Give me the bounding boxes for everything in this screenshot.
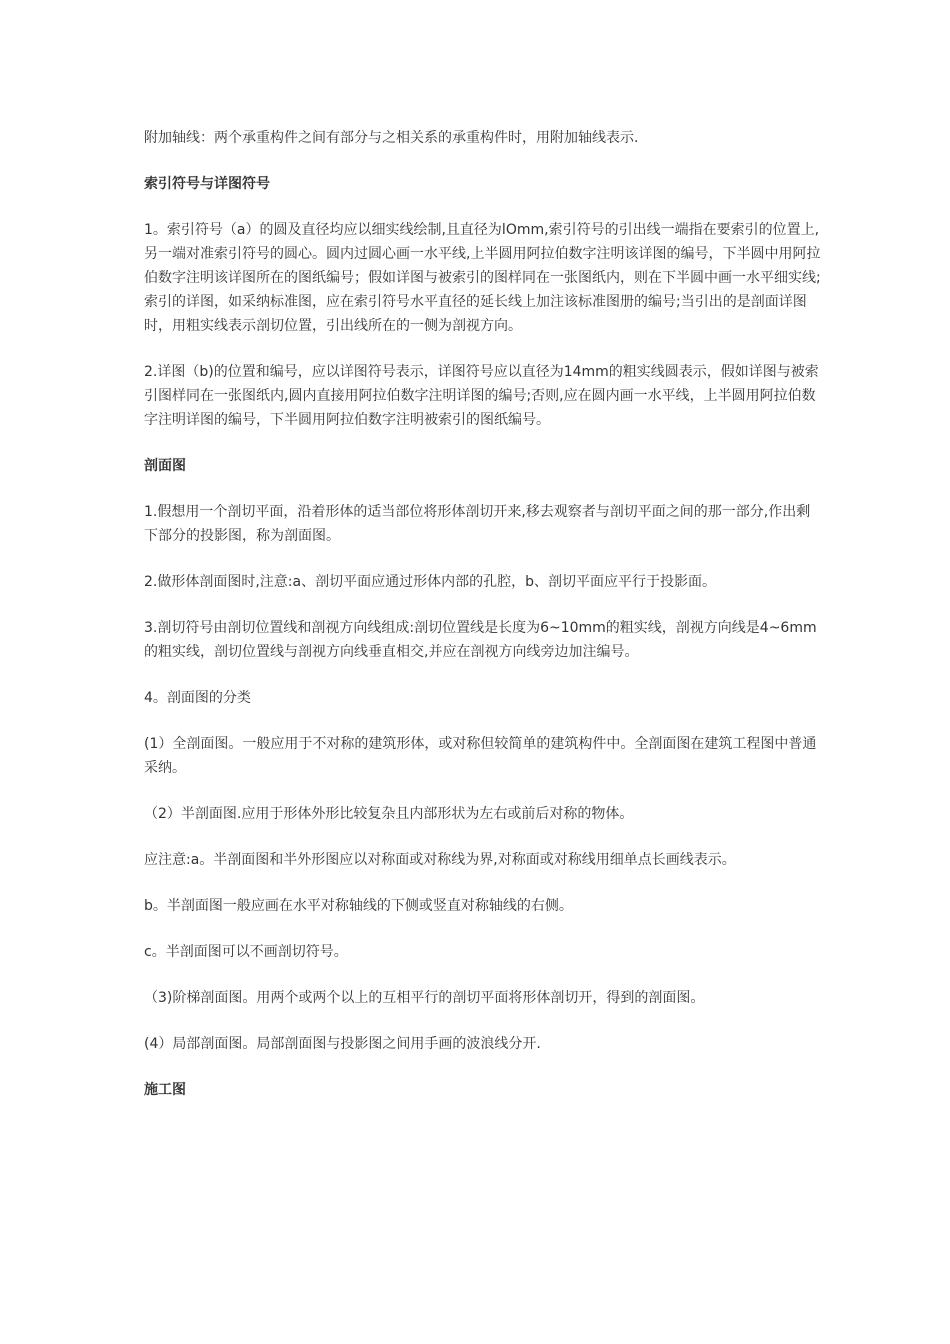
heading-construction-drawing: 施工图 bbox=[144, 1082, 186, 1098]
paragraph-detail-symbol: 2.详图（b)的位置和编号，应以详图符号表示，详图符号应以直径为14mm的粗实线圆表示，假如详图与被索引图样同在一张图纸内,圆内直接用阿拉伯数字注明详图的编号;否则,应在圆内画一水平线，上半圆用阿拉伯数字注明详图的编号，下半圆用阿拉伯数字注明被索引的图纸编号。 bbox=[144, 364, 819, 428]
document-body bbox=[144, 126, 824, 1124]
paragraph-half-section-note-a: 应注意:a。半剖面图和半外形图应以对称面或对称线为界,对称面或对称线用细单点长画线表示。 bbox=[144, 852, 736, 868]
paragraph-section-notes: 2.做形体剖面图时,注意:a、剖切平面应通过形体内部的孔腔，b、剖切平面应平行于投影面。 bbox=[144, 574, 716, 590]
paragraph-section-definition: 1.假想用一个剖切平面，沿着形体的适当部位将形体剖切开来,移去观察者与剖切平面之间的那一部分,作出剩下部分的投影图，称为剖面图。 bbox=[144, 504, 811, 544]
paragraph-partial-section: (4）局部剖面图。局部剖面图与投影图之间用手画的波浪线分开. bbox=[144, 1036, 541, 1052]
paragraph-auxiliary-axis: 附加轴线：两个承重构件之间有部分与之相关系的承重构件时，用附加轴线表示. bbox=[144, 130, 639, 146]
paragraph-stepped-section: （3)阶梯剖面图。用两个或两个以上的互相平行的剖切平面将形体剖切开，得到的剖面图。 bbox=[144, 990, 705, 1006]
paragraph-full-section: (1）全剖面图。一般应用于不对称的建筑形体，或对称但较简单的建筑构件中。全剖面图在建筑工程图中普通采纳。 bbox=[144, 736, 817, 776]
paragraph-section-classification: 4。剖面图的分类 bbox=[144, 690, 251, 706]
paragraph-index-symbol: 1。索引符号（a）的圆及直径均应以细实线绘制,且直径为lOmm,索引符号的引出线一端指在要索引的位置上,另一端对准索引符号的圆心。圆内过圆心画一水平线,上半圆用阿拉伯数字注明该详图的编号，下半圆中用阿拉伯数字注明该详图所在的图纸编号；假如详图与被索引的图样同在一张图纸内，则在下半圆中画一水平细实线;索引的详图，如采纳标准图，应在索引符号水平直径的延长线上加注该标准图册的编号;当引出的是剖面详图时，用粗实线表示剖切位置，引出线所在的一侧为剖视方向。 bbox=[144, 222, 821, 334]
paragraph-half-section: （2）半剖面图.应用于形体外形比较复杂且内部形状为左右或前后对称的物体。 bbox=[144, 806, 634, 822]
paragraph-half-section-note-c: c。半剖面图可以不画剖切符号。 bbox=[144, 944, 348, 960]
paragraph-half-section-note-b: b。半剖面图一般应画在水平对称轴线的下侧或竖直对称轴线的右侧。 bbox=[144, 898, 573, 914]
heading-section-drawing: 剖面图 bbox=[144, 458, 186, 474]
paragraph-section-symbol: 3.剖切符号由剖切位置线和剖视方向线组成:剖切位置线是长度为6~10mm的粗实线，剖视方向线是4~6mm的粗实线，剖切位置线与剖视方向线垂直相交,并应在剖视方向线旁边加注编号。 bbox=[144, 620, 817, 660]
heading-index-symbols: 索引符号与详图符号 bbox=[144, 176, 270, 192]
